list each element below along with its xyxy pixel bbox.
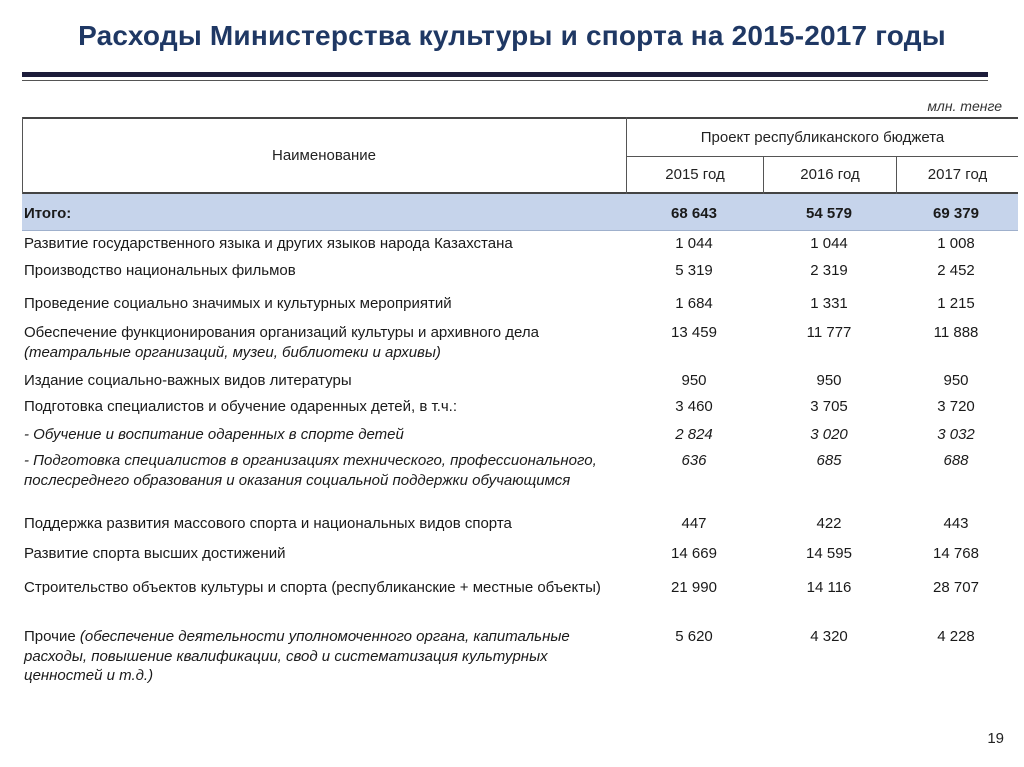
total-label: Итого: [24,205,72,222]
row-value: 14 669 [671,545,717,562]
row-value: 2 319 [810,262,848,279]
row-label [24,371,624,391]
row-value: 4 228 [937,628,975,645]
units-label: млн. тенге [927,98,1002,114]
row-value: 5 319 [675,262,713,279]
header-year-cell: 2017 год [927,166,988,183]
row-value: 422 [816,515,842,532]
row-label-text: Развитие государственного языка и других языков народа Казахстана [24,235,513,252]
row-label [24,234,624,254]
row-value: 1 044 [675,235,713,252]
row-label-text: Проведение социально значимых и культурных мероприятий [24,295,452,312]
row-value: 950 [816,372,842,389]
row-value: 2 452 [937,262,975,279]
row-value: 3 032 [937,426,975,443]
row-label-note: (обеспечение деятельности уполномоченного органа, капитальные расходы, повышение квалификации, свод и систематизация культурных ценностей и т.д.) [24,628,570,684]
row-label [24,425,624,445]
row-value: 1 008 [937,235,975,252]
row-label [24,294,624,314]
row-value: 4 320 [810,628,848,645]
row-value: 13 459 [671,324,717,341]
row-value: 1 331 [810,295,848,312]
title-rule [22,72,988,77]
total-value: 54 579 [806,205,852,222]
header-year-cell: 2016 год [800,166,860,183]
row-value: 688 [943,452,969,469]
row-value: 1 044 [810,235,848,252]
row-label-text: Обеспечение функционирования организаций культуры и архивного дела [24,324,539,341]
total-value: 68 643 [671,205,717,222]
title-rule-thin [22,80,988,81]
header-group-cell: Проект республиканского бюджета [700,129,945,146]
page-number: 19 [987,730,1004,747]
slide-title: Расходы Министерства культуры и спорта на 2015-2017 годы [78,20,946,51]
header-year-cell: 2015 год [665,166,725,183]
row-value: 5 620 [675,628,713,645]
row-label-text: Развитие спорта высших достижений [24,545,286,562]
row-value: 1 684 [675,295,713,312]
row-value: 14 116 [806,579,852,596]
row-value: 443 [943,515,969,532]
row-value: 11 777 [806,324,852,341]
row-value: 28 707 [933,579,979,596]
row-value: 447 [681,515,707,532]
row-value: 636 [681,452,707,469]
row-label [24,578,624,598]
row-value: 3 705 [810,398,848,415]
row-label [24,397,624,417]
row-value: 21 990 [671,579,717,596]
row-label-note: (театральные организаций, музеи, библиотеки и архивы) [24,343,441,361]
row-value: 3 460 [675,398,713,415]
row-value: 14 768 [933,545,979,562]
row-label-text: Поддержка развития массового спорта и национальных видов спорта [24,515,512,532]
row-value: 3 720 [937,398,975,415]
row-label-text: - Подготовка специалистов в организациях технического, профессионального, послесреднего образования и оказания социальной поддержки обучающимся [24,452,597,489]
row-label [24,514,624,534]
row-label [24,261,624,281]
row-value: 14 595 [806,545,852,562]
row-label-text: - Обучение и воспитание одаренных в спорте детей [24,426,404,443]
row-value: 1 215 [937,295,975,312]
row-label [24,627,624,686]
header-name-cell: Наименование [272,147,376,164]
row-label-text: Строительство объектов культуры и спорта (республиканские + местные объекты) [24,579,601,596]
row-label-text: Издание социально-важных видов литературы [24,372,352,389]
total-value: 69 379 [933,205,979,222]
row-label [24,544,624,564]
row-value: 11 888 [933,324,979,341]
row-value: 2 824 [675,426,713,443]
row-label [24,451,624,490]
row-value: 3 020 [810,426,848,443]
row-label-text: Производство национальных фильмов [24,262,296,279]
row-value: 950 [681,372,707,389]
row-label-text: Прочие [24,628,76,645]
row-label-text: Подготовка специалистов и обучение одаренных детей, в т.ч.: [24,398,458,415]
row-value: 685 [816,452,842,469]
row-value: 950 [943,372,969,389]
row-label [24,323,624,362]
